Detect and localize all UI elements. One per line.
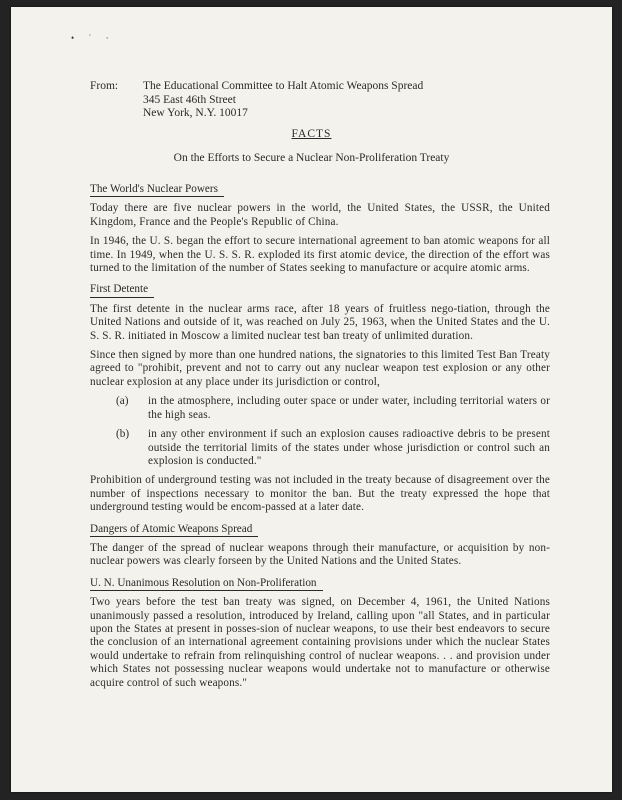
- paragraph: Since then signed by more than one hundred nations, the signatories to this limited Test Ban Treaty agreed to "prohibit, prevent and not to carry out any nuclear weapon test explosion or any other nuclear explosion at any place under its jurisdiction or control,: [90, 349, 550, 388]
- document-page: [11, 7, 612, 792]
- sender-city: New York, N.Y. 10017: [143, 107, 248, 119]
- section-first-detente: [90, 283, 550, 514]
- section-nuclear-powers: [90, 183, 550, 275]
- list-item-text: in any other environment if such an explosion causes radioactive debris to be present outside the territorial limits of the states under whose jurisdiction or control such an explosion is conducted.": [148, 428, 550, 467]
- section-dangers: [90, 523, 550, 569]
- list-item: [90, 395, 550, 422]
- section-heading: The World's Nuclear Powers: [90, 183, 224, 197]
- section-un-resolution: [90, 577, 550, 690]
- document-body: [90, 183, 550, 696]
- list-item-text: in the atmosphere, including outer space or under water, including territorial waters or the high seas.: [148, 395, 550, 421]
- stray-marks: • ˙ ·: [71, 33, 115, 43]
- sender-street: 345 East 46th Street: [143, 93, 236, 106]
- paragraph: In 1946, the U. S. began the effort to secure international agreement to ban atomic weapons for all time. In 1949, when the U. S. S. R. exploded its first atomic device, the direction of the effort was turned to the limitation of the number of States seeking to manufacture or acquire atomic arms.: [90, 235, 550, 275]
- document-title: FACTS: [291, 128, 332, 140]
- list-item: [90, 428, 550, 468]
- paragraph: The danger of the spread of nuclear weapons through their manufacture, or acquisition by non-nuclear powers was clearly forseen by the United Nations and the United States.: [90, 541, 550, 568]
- paragraph: Today there are five nuclear powers in the world, the United States, the USSR, the United Kingdom, France and the People's Republic of China.: [90, 202, 550, 228]
- sender-organization: The Educational Committee to Halt Atomic Weapons Spread: [143, 80, 424, 92]
- document-subtitle: On the Efforts to Secure a Nuclear Non-Proliferation Treaty: [173, 152, 450, 164]
- paragraph: Prohibition of underground testing was not included in the treaty because of disagreement over the number of inspections necessary to monitor the ban. But the treaty expressed the hope that underground testing would be encom-passed at a later date.: [90, 474, 550, 514]
- section-heading: Dangers of Atomic Weapons Spread: [90, 523, 258, 537]
- list-item-label: (b): [116, 428, 130, 441]
- paragraph: The first detente in the nuclear arms race, after 18 years of fruitless nego-tiation, through the United Nations and outside of it, was reached on July 25, 1963, when the United States and the U. S. S. R. initiated in Moscow a limited nuclear test ban treaty of unlimited duration.: [90, 302, 550, 342]
- list-item-label: (a): [116, 395, 129, 408]
- sender-address: [143, 80, 423, 121]
- from-label: From:: [90, 80, 119, 92]
- paragraph: Two years before the test ban treaty was signed, on December 4, 1961, the United Nations unanimously passed a resolution, introduced by Ireland, calling upon "all States, and in particular upon the States at present in posses-sion of nuclear weapons, to use their best endeavors to secure the conclusion of an international agreement containing provisions under which the nuclear States would undertake to refrain from relinquishing control of nuclear weapons. . . and provision under which States not possessing nuclear weapons would undertake not to manufacture or otherwise acquire control of such weapons.": [90, 596, 550, 689]
- section-heading: First Detente: [90, 283, 154, 297]
- section-heading: U. N. Unanimous Resolution on Non-Proliferation: [90, 577, 323, 591]
